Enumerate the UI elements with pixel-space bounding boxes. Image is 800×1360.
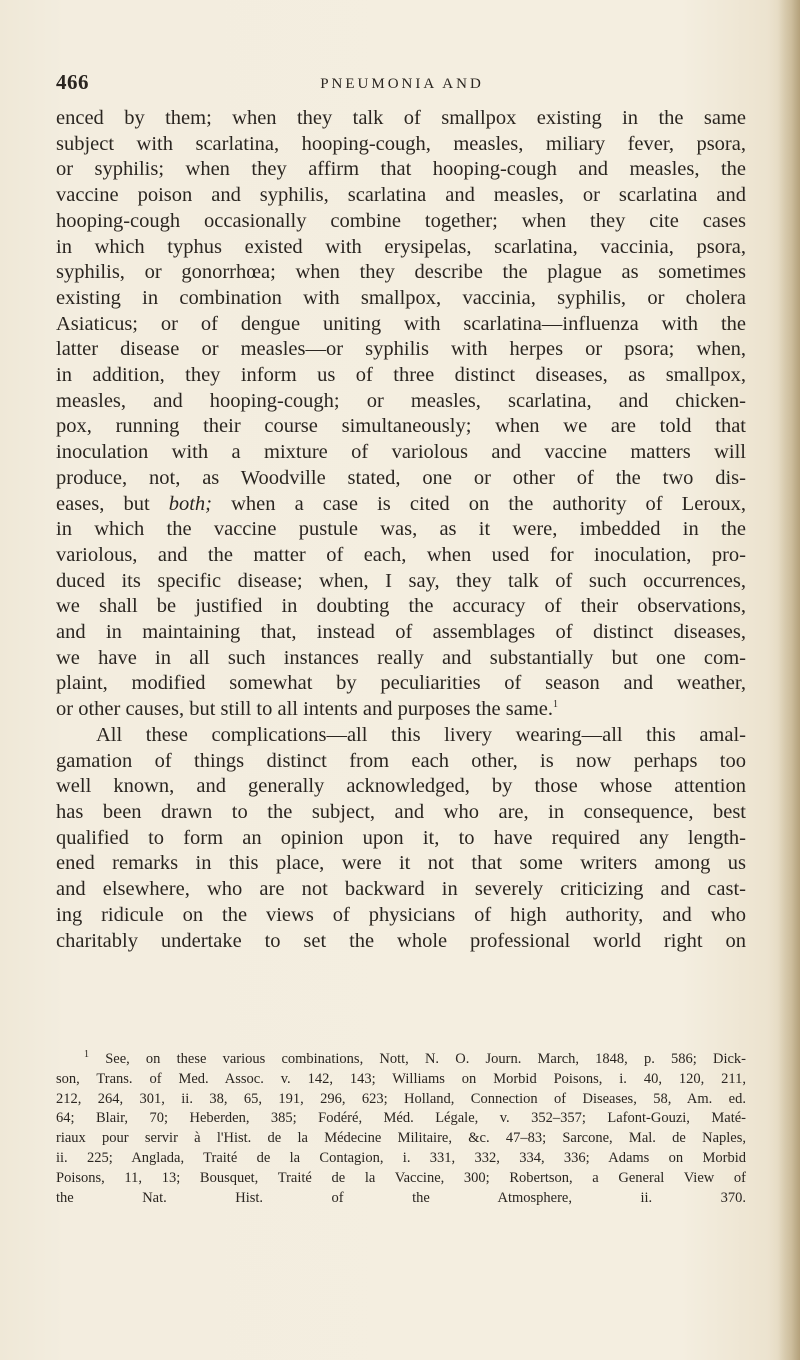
text-line: produce, not, as Woodville stated, one or other of the two dis- [56, 466, 746, 489]
text-line: measles, and hooping-cough; or measles, scarlatina, and chicken- [56, 389, 746, 412]
footnote-number: 1 [84, 1049, 89, 1061]
footnote-line: the Nat. Hist. of the Atmosphere, ii. 370. [56, 1189, 746, 1206]
text-line: subject with scarlatina, hooping-cough, measles, miliary fever, psora, [56, 132, 746, 155]
running-head: PNEUMONIA AND [320, 76, 484, 92]
footnote-line: 64; Blair, 70; Heberden, 385; Fodéré, Méd. Légale, v. 352–357; Lafont-Gouzi, Maté- [56, 1110, 746, 1127]
text-line: and in maintaining that, instead of assemblages of distinct diseases, [56, 621, 746, 644]
text-segment: when a case is cited on the authority of Leroux, [231, 492, 747, 515]
text-line: gamation of things distinct from each other, is now perhaps too [56, 749, 746, 772]
text-line: duced its specific disease; when, I say, they talk of such occurrences, [56, 569, 746, 592]
text-segment: or other causes, but still to all intents and purposes the same. [56, 698, 554, 721]
text-line: well known, and generally acknowledged, by those whose attention [56, 775, 746, 798]
footnote-line: son, Trans. of Med. Assoc. v. 142, 143; Williams on Morbid Poisons, i. 40, 120, 211, [56, 1070, 746, 1087]
text-line: hooping-cough occasionally combine together; when they cite cases [56, 209, 746, 232]
text-line: variolous, and the matter of each, when used for inoculation, pro- [56, 543, 746, 566]
text-line-with-footnote [56, 697, 746, 723]
footnotes [56, 1050, 746, 1208]
text-line: pox, running their course simultaneously; when we are told that [56, 415, 746, 438]
text-segment: eases, but [56, 492, 150, 515]
footnote-line: Poisons, 11, 13; Bousquet, Traité de la Vaccine, 300; Robertson, a General View of [56, 1169, 746, 1186]
text-line: inoculation with a mixture of variolous and vaccine matters will [56, 441, 746, 464]
text-line: Asiaticus; or of dengue uniting with scarlatina—influenza with the [56, 312, 746, 335]
text-line: has been drawn to the subject, and who are, in consequence, best [56, 800, 746, 823]
footnote-text: See, on these various combinations, Nott, N. O. Journ. March, 1848, p. 586; Dick- [105, 1051, 747, 1067]
footnote-line: riaux pour servir à l'Hist. de la Médecine Militaire, &c. 47–83; Sarcone, Mal. de Naples, [56, 1130, 746, 1147]
emphasis-text: both; [168, 492, 213, 515]
page-edge-shadow [778, 0, 800, 1360]
text-line: we shall be justified in doubting the accuracy of their observations, [56, 595, 746, 618]
text-line: qualified to form an opinion upon it, to have required any length- [56, 826, 746, 849]
page-header [52, 70, 752, 98]
footnote-line: 212, 264, 301, ii. 38, 65, 191, 296, 623; Holland, Connection of Diseases, 58, Am. ed. [56, 1090, 746, 1107]
text-line: in addition, they inform us of three distinct diseases, as smallpox, [56, 364, 746, 387]
text-line: in which typhus existed with erysipelas, scarlatina, vaccinia, psora, [56, 235, 746, 258]
text-line: vaccine poison and syphilis, scarlatina and measles, or scarlatina and [56, 184, 746, 207]
text-line: latter disease or measles—or syphilis with herpes or psora; when, [56, 338, 746, 361]
footnote-line: ii. 225; Anglada, Traité de la Contagion, i. 331, 332, 334, 336; Adams on Morbid [56, 1149, 746, 1166]
body-text [56, 106, 746, 954]
text-line: in which the vaccine pustule was, as it were, imbedded in the [56, 518, 746, 541]
text-line: All these complications—all this livery wearing—all this amal- [96, 723, 746, 746]
text-line: existing in combination with smallpox, vaccinia, syphilis, or cholera [56, 286, 746, 309]
footnote-marker: 1 [553, 699, 559, 711]
footnote-line [56, 1050, 746, 1070]
page-number: 466 [56, 70, 89, 94]
text-line: charitably undertake to set the whole professional world right on [56, 929, 746, 952]
text-line: ened remarks in this place, were it not that some writers among us [56, 852, 746, 875]
text-line: plaint, modified somewhat by peculiarities of season and weather, [56, 672, 746, 695]
text-line: syphilis, or gonorrhœa; when they describe the plague as sometimes [56, 261, 746, 284]
text-line-mixed [56, 492, 746, 518]
text-line: or syphilis; when they affirm that hooping-cough and measles, the [56, 158, 746, 181]
text-line: and elsewhere, who are not backward in severely criticizing and cast- [56, 878, 746, 901]
text-line: enced by them; when they talk of smallpox existing in the same [56, 107, 746, 129]
text-line: ing ridicule on the views of physicians of high authority, and who [56, 903, 746, 926]
text-line: we have in all such instances really and substantially but one com- [56, 646, 746, 669]
